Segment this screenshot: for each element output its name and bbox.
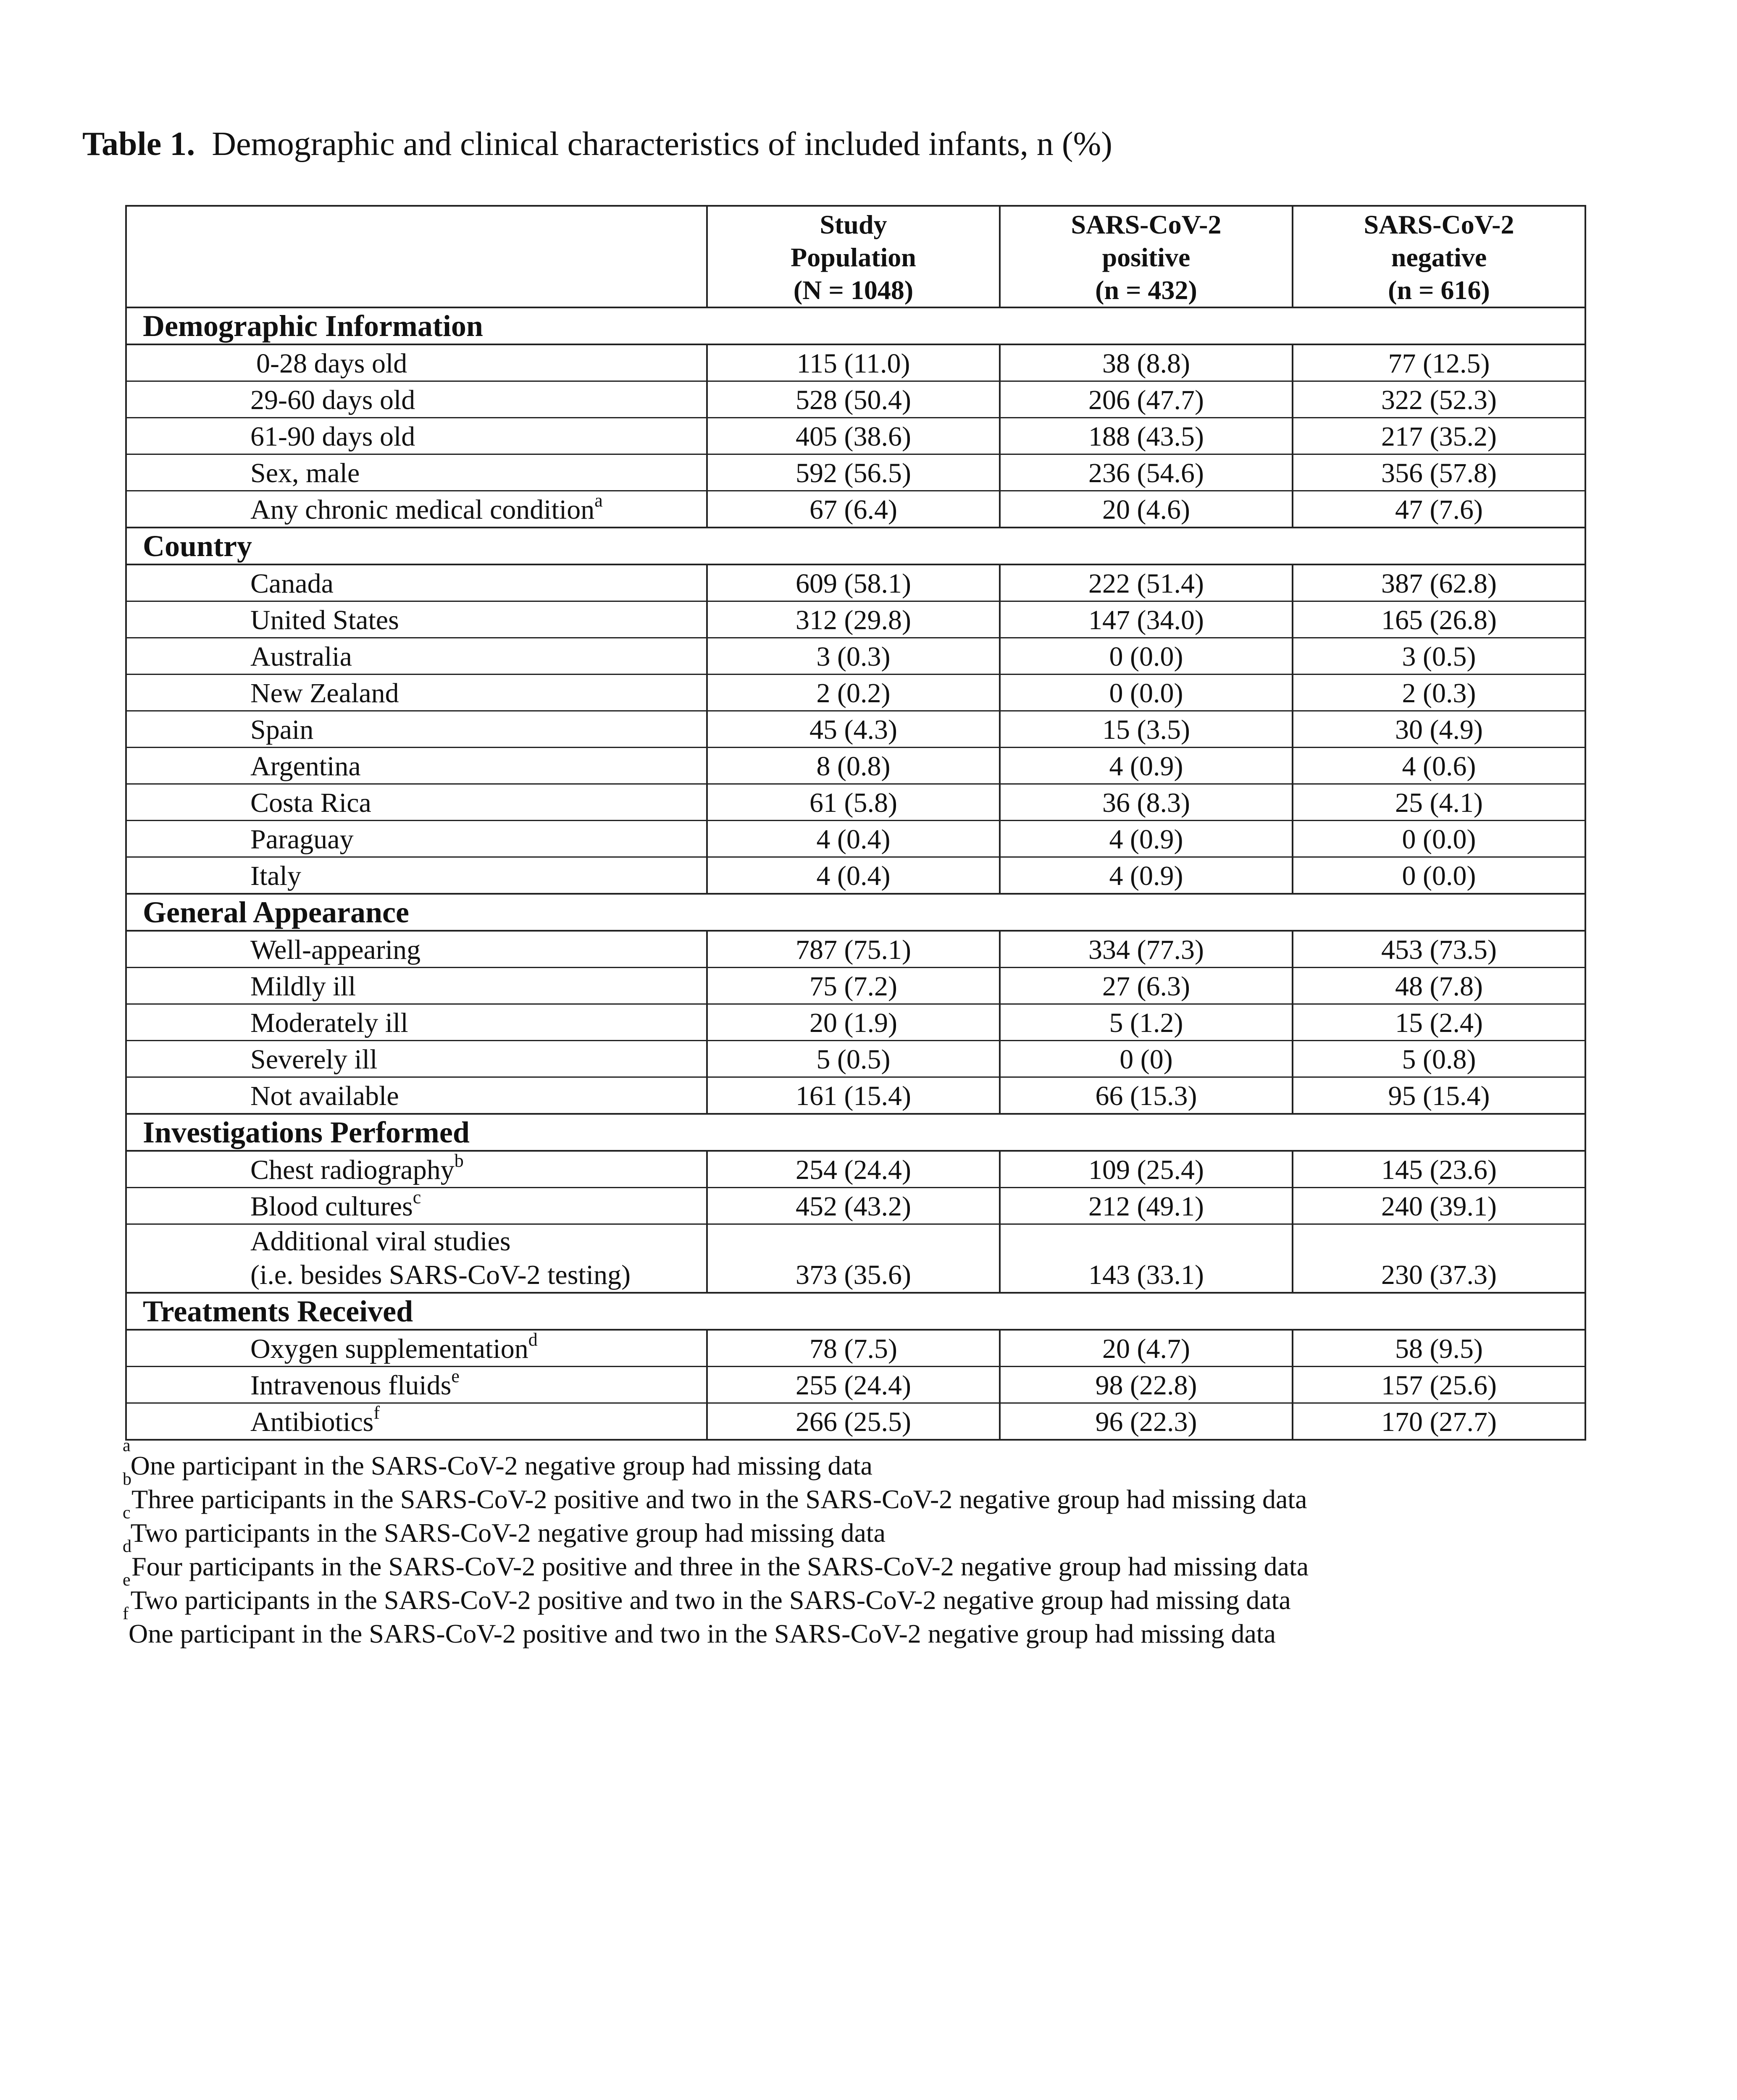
footnote-marker: d [528,1329,538,1350]
row-label-text: Costa Rica [250,788,371,818]
value-cell: 4 (0.9) [1000,857,1293,894]
row-label [126,1330,707,1367]
value-cell: 0 (0.0) [1293,857,1585,894]
value-cell: 4 (0.4) [707,821,1000,857]
value-cell: 387 (62.8) [1293,564,1585,601]
value-cell: 147 (34.0) [1000,601,1293,638]
footnote-marker: c [413,1187,421,1208]
value-cell: 230 (37.3) [1293,1224,1585,1293]
row-label-text: Severely ill [250,1044,378,1075]
row-label [126,748,707,784]
value-cell: 452 (43.2) [707,1188,1000,1224]
row-label-text: 29-60 days old [250,385,415,415]
table-row [126,491,1585,528]
value-cell: 25 (4.1) [1293,784,1585,821]
section-heading-group [126,528,1585,564]
row-label-text: 61-90 days old [250,421,415,452]
row-label-text: New Zealand [250,678,399,709]
table-row [126,748,1585,784]
column-header-positive [1000,206,1293,307]
value-cell: 115 (11.0) [707,344,1000,381]
column-header-line: Study [820,210,887,239]
section-heading: Country [126,528,1585,564]
row-label-line: (i.e. besides SARS-CoV-2 testing) [250,1260,631,1290]
table-row [126,821,1585,857]
value-cell: 27 (6.3) [1000,968,1293,1004]
value-cell: 609 (58.1) [707,564,1000,601]
table-row [126,454,1585,491]
characteristics-table [125,205,1586,1441]
value-cell: 0 (0.0) [1000,638,1293,675]
row-label [126,564,707,601]
table-row [126,675,1585,711]
value-cell: 30 (4.9) [1293,711,1585,748]
row-label [126,1151,707,1188]
table-row [126,381,1585,418]
row-label-text: Sex, male [250,458,360,488]
value-cell: 312 (29.8) [707,601,1000,638]
value-cell: 15 (3.5) [1000,711,1293,748]
table-row [126,344,1585,381]
footnote-text: Two participants in the SARS-CoV-2 negative group had missing data [130,1518,886,1548]
row-label [126,1077,707,1114]
value-cell: 356 (57.8) [1293,454,1585,491]
table-row [126,1224,1585,1293]
value-cell: 405 (38.6) [707,418,1000,454]
table-row [126,564,1585,601]
row-label [126,1367,707,1403]
row-label-text: Antibiotics [250,1407,374,1437]
row-label-text: Intravenous fluids [250,1370,452,1401]
footnote-marker: b [454,1150,464,1171]
value-cell: 373 (35.6) [707,1224,1000,1293]
row-label-text: 0-28 days old [256,348,407,379]
value-cell: 2 (0.2) [707,675,1000,711]
table-row [126,931,1585,968]
table-row [126,1077,1585,1114]
value-cell: 20 (4.6) [1000,491,1293,528]
section-heading-row [126,894,1585,931]
value-cell: 143 (33.1) [1000,1224,1293,1293]
section-heading-row [126,1114,1585,1151]
footnote [123,1570,1309,1617]
row-label-text: Well-appearing [250,934,421,965]
footnote-marker: a [594,490,603,511]
footnote-text: Three participants in the SARS-CoV-2 positive and two in the SARS-CoV-2 negative group had missing data [131,1484,1307,1514]
value-cell: 20 (4.7) [1000,1330,1293,1367]
value-cell: 78 (7.5) [707,1330,1000,1367]
value-cell: 4 (0.9) [1000,748,1293,784]
footnote-marker: e [451,1366,460,1386]
footnote-mark: b [123,1470,131,1489]
footnotes [123,1436,1309,1651]
row-label-text: Any chronic medical condition [250,494,595,525]
section-heading-row [126,528,1585,564]
table-title-label: Table 1. [82,126,195,163]
value-cell: 3 (0.3) [707,638,1000,675]
table-row [126,418,1585,454]
value-cell: 217 (35.2) [1293,418,1585,454]
footnote-text: Four participants in the SARS-CoV-2 positive and three in the SARS-CoV-2 negative group had missing data [131,1551,1309,1581]
row-label-text: Argentina [250,751,361,782]
footnote-mark: a [123,1436,131,1455]
row-label-text: Paraguay [250,824,354,855]
value-cell: 75 (7.2) [707,968,1000,1004]
column-header-negative [1293,206,1585,307]
row-label-text: Italy [250,861,301,891]
value-cell: 236 (54.6) [1000,454,1293,491]
value-cell: 109 (25.4) [1000,1151,1293,1188]
section-heading-group [126,307,1585,344]
value-cell: 5 (0.8) [1293,1041,1585,1077]
value-cell: 47 (7.6) [1293,491,1585,528]
value-cell: 5 (1.2) [1000,1004,1293,1041]
value-cell: 322 (52.3) [1293,381,1585,418]
value-cell: 58 (9.5) [1293,1330,1585,1367]
value-cell: 222 (51.4) [1000,564,1293,601]
row-label [126,711,707,748]
row-label [126,491,707,528]
value-cell: 240 (39.1) [1293,1188,1585,1224]
row-label [126,1188,707,1224]
value-cell: 2 (0.3) [1293,675,1585,711]
value-cell: 15 (2.4) [1293,1004,1585,1041]
section-heading-group [126,1114,1585,1151]
value-cell: 61 (5.8) [707,784,1000,821]
value-cell: 4 (0.6) [1293,748,1585,784]
section-rows [126,344,1585,528]
value-cell: 255 (24.4) [707,1367,1000,1403]
row-label-text: Blood cultures [250,1191,413,1222]
section-heading: Treatments Received [126,1293,1585,1330]
value-cell: 0 (0.0) [1000,675,1293,711]
value-cell: 206 (47.7) [1000,381,1293,418]
table-row [126,1004,1585,1041]
value-cell: 67 (6.4) [707,491,1000,528]
value-cell: 188 (43.5) [1000,418,1293,454]
row-label-text: Australia [250,641,352,672]
section-heading-row [126,307,1585,344]
column-header-line: Population [791,242,916,272]
value-cell: 212 (49.1) [1000,1188,1293,1224]
value-cell: 0 (0) [1000,1041,1293,1077]
section-heading: Investigations Performed [126,1114,1585,1151]
value-cell: 3 (0.5) [1293,638,1585,675]
value-cell: 4 (0.9) [1000,821,1293,857]
value-cell: 165 (26.8) [1293,601,1585,638]
value-cell: 38 (8.8) [1000,344,1293,381]
value-cell: 77 (12.5) [1293,344,1585,381]
value-cell: 592 (56.5) [707,454,1000,491]
table-row [126,711,1585,748]
footnote-mark: c [123,1503,131,1522]
value-cell: 266 (25.5) [707,1403,1000,1440]
section-heading-group [126,1293,1585,1330]
row-label [126,381,707,418]
section-rows [126,1330,1585,1440]
value-cell: 170 (27.7) [1293,1403,1585,1440]
table-row [126,1403,1585,1440]
row-label-text: United States [250,605,399,635]
row-label [126,931,707,968]
value-cell: 66 (15.3) [1000,1077,1293,1114]
table-row [126,857,1585,894]
row-label [126,418,707,454]
value-cell: 4 (0.4) [707,857,1000,894]
row-label-text: Moderately ill [250,1008,408,1038]
row-label [126,968,707,1004]
row-label [126,344,707,381]
row-label [126,857,707,894]
value-cell: 8 (0.8) [707,748,1000,784]
value-cell: 161 (15.4) [707,1077,1000,1114]
row-label-text: Not available [250,1081,399,1111]
row-label [126,784,707,821]
table-title [82,124,1112,164]
value-cell: 254 (24.4) [707,1151,1000,1188]
value-cell: 145 (23.6) [1293,1151,1585,1188]
value-cell: 95 (15.4) [1293,1077,1585,1114]
header-corner-cell [126,206,707,307]
column-header-line: SARS-CoV-2 [1364,210,1514,239]
value-cell: 334 (77.3) [1000,931,1293,968]
value-cell: 453 (73.5) [1293,931,1585,968]
row-label [126,1403,707,1440]
row-label [126,638,707,675]
table-row [126,1188,1585,1224]
footnote-mark: d [123,1537,131,1556]
section-rows [126,931,1585,1114]
footnote-marker: f [373,1402,380,1423]
column-header-study-population [707,206,1000,307]
column-header-line: SARS-CoV-2 [1071,210,1222,239]
section-heading-group [126,894,1585,931]
row-label-text: Chest radiography [250,1155,455,1185]
section-rows [126,1151,1585,1293]
table-row [126,784,1585,821]
column-header-line: (N = 1048) [793,275,914,305]
footnote-text: One participant in the SARS-CoV-2 negative group had missing data [130,1451,872,1480]
table-header-row [126,206,1585,307]
value-cell: 36 (8.3) [1000,784,1293,821]
value-cell: 48 (7.8) [1293,968,1585,1004]
value-cell: 787 (75.1) [707,931,1000,968]
value-cell: 20 (1.9) [707,1004,1000,1041]
row-label-text: Mildly ill [250,971,356,1002]
row-label [126,454,707,491]
section-heading: General Appearance [126,894,1585,931]
value-cell: 98 (22.8) [1000,1367,1293,1403]
value-cell: 157 (25.6) [1293,1367,1585,1403]
table-title-text: Demographic and clinical characteristics of included infants, n (%) [212,126,1112,163]
row-label [126,1004,707,1041]
value-cell: 5 (0.5) [707,1041,1000,1077]
row-label [126,601,707,638]
value-cell: 528 (50.4) [707,381,1000,418]
table-row [126,968,1585,1004]
section-rows [126,564,1585,894]
row-label [126,1224,707,1293]
table-row [126,638,1585,675]
table-row [126,1367,1585,1403]
table-row [126,1041,1585,1077]
footnote [123,1470,1309,1516]
footnote [123,1537,1309,1583]
footnote [123,1436,1309,1483]
value-cell: 0 (0.0) [1293,821,1585,857]
column-header-line: positive [1102,242,1190,272]
table-row [126,1151,1585,1188]
footnote-mark: f [123,1604,129,1623]
table-row [126,1330,1585,1367]
section-heading-row [126,1293,1585,1330]
row-label-text: Oxygen supplementation [250,1334,528,1364]
footnote [123,1503,1309,1550]
row-label [126,675,707,711]
footnote-mark: e [123,1570,131,1590]
section-heading: Demographic Information [126,307,1585,344]
row-label [126,1041,707,1077]
row-label-line: Additional viral studies [250,1226,511,1257]
footnote-text: One participant in the SARS-CoV-2 positive and two in the SARS-CoV-2 negative group had missing data [129,1619,1276,1648]
value-cell: 96 (22.3) [1000,1403,1293,1440]
row-label-text: Spain [250,714,314,745]
footnote [123,1604,1309,1651]
row-label-text: Canada [250,568,334,599]
footnote-text: Two participants in the SARS-CoV-2 positive and two in the SARS-CoV-2 negative group had missing data [130,1585,1291,1615]
row-label [126,821,707,857]
table-row [126,601,1585,638]
value-cell: 45 (4.3) [707,711,1000,748]
column-header-line: negative [1391,242,1487,272]
column-header-line: (n = 616) [1388,275,1490,305]
column-header-line: (n = 432) [1095,275,1197,305]
